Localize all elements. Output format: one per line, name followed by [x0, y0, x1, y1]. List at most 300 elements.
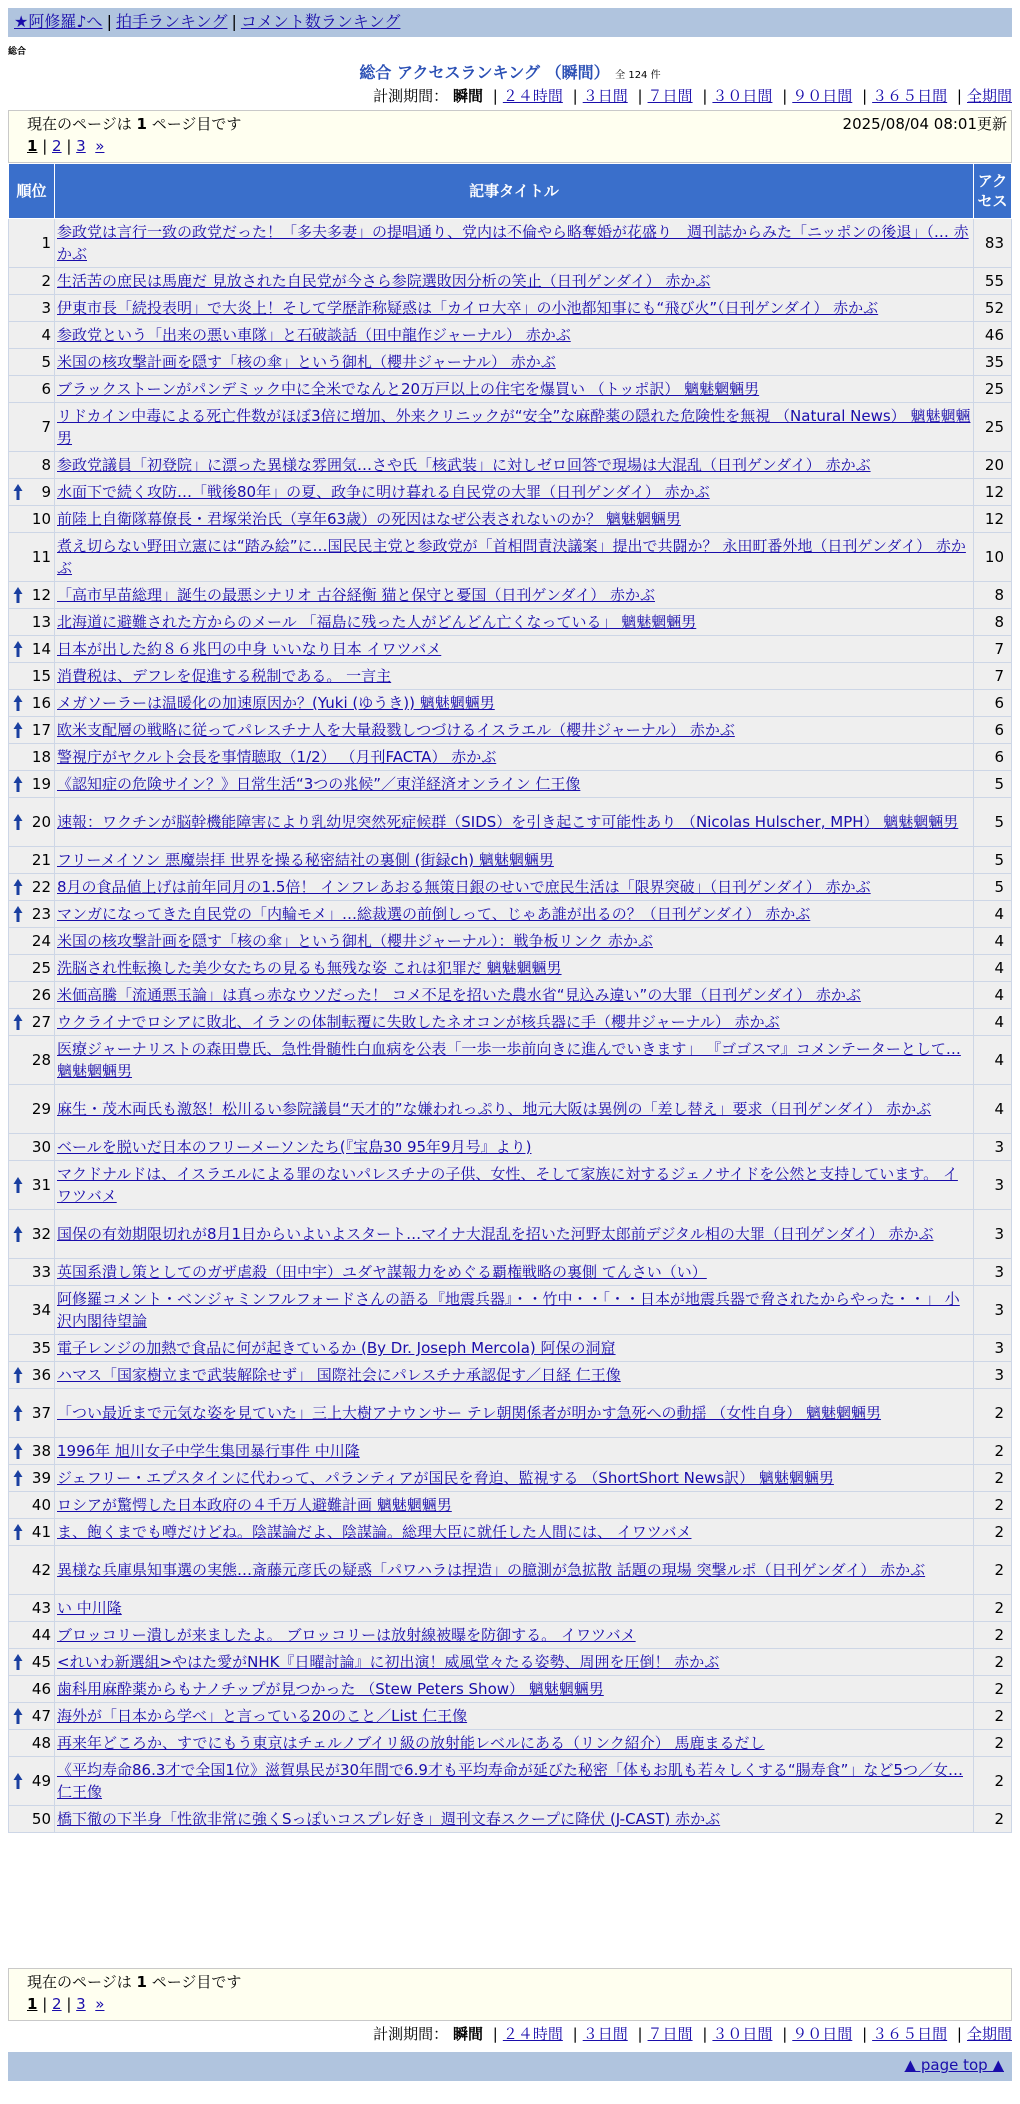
page-indicator: 現在のページは 1 ページ目です	[27, 1973, 242, 1991]
access-count: 83	[974, 219, 1012, 268]
article-link[interactable]: 《平均寿命86.3才で全国1位》滋賀県民が30年間で6.9才も平均寿命が延びた秘密「体もお肌も若々しくする“腸寿食”」など5つ／女… 仁王像	[57, 1761, 963, 1801]
article-link[interactable]: 伊東市長「続投表明」で大炎上！そして学歴詐称疑惑は「カイロ大卒」の小池都知事にも“飛び火”（日刊ゲンダイ） 赤かぶ	[57, 299, 879, 317]
access-count: 7	[974, 636, 1012, 663]
table-row	[9, 717, 1012, 744]
rank-number: 38	[31, 1442, 51, 1460]
title-cell	[55, 1703, 974, 1730]
title-cell	[55, 1519, 974, 1546]
up-arrow-icon	[13, 1772, 23, 1790]
page-top-link[interactable]: ▲ page top ▲	[904, 2056, 1004, 2074]
rank-number: 34	[31, 1301, 51, 1319]
period-link[interactable]: ２４時間	[502, 2025, 563, 2043]
access-count: 10	[974, 533, 1012, 582]
top-nav	[8, 8, 1012, 37]
rank-number: 8	[41, 456, 51, 474]
title-cell	[55, 1389, 974, 1438]
title-cell	[55, 1009, 974, 1036]
article-link[interactable]: 米価高騰「流通悪玉論」は真っ赤なウソだった！ コメ不足を招いた農水省“見込み違い”の大罪（日刊ゲンダイ） 赤かぶ	[57, 986, 861, 1004]
table-row	[9, 901, 1012, 928]
rank-number: 43	[31, 1599, 51, 1617]
table-row	[9, 322, 1012, 349]
rank-number: 47	[31, 1707, 51, 1725]
rank-number: 1	[41, 234, 51, 252]
access-count: 2	[974, 1465, 1012, 1492]
rank-number: 19	[31, 775, 51, 793]
rank-cell	[9, 1676, 55, 1703]
rank-cell	[9, 771, 55, 798]
nav-separator: |	[231, 12, 237, 31]
up-arrow-icon	[13, 1404, 23, 1422]
article-link[interactable]: 北海道に避難された方からのメール 「福島に残った人がどんどん亡くなっている」 魑魅魍魎男	[57, 613, 697, 631]
period-link[interactable]: ９０日間	[792, 2025, 853, 2043]
period-label: 計測期間：	[373, 2025, 449, 2043]
article-link[interactable]: 異様な兵庫県知事選の実態…斎藤元彦氏の疑惑「パワハラは捏造」の臆測が急拡散 話題の現場 突撃ルポ（日刊ゲンダイ） 赤かぶ	[57, 1561, 926, 1579]
rank-number: 42	[31, 1561, 51, 1579]
access-count: 2	[974, 1492, 1012, 1519]
pager-top	[8, 110, 1012, 163]
table-row	[9, 1161, 1012, 1210]
title-cell	[55, 533, 974, 582]
title-cell	[55, 452, 974, 479]
up-arrow-icon	[13, 1176, 23, 1194]
access-count: 4	[974, 1036, 1012, 1085]
title-cell	[55, 582, 974, 609]
rank-cell	[9, 219, 55, 268]
rank-number: 37	[31, 1404, 51, 1422]
rank-cell	[9, 582, 55, 609]
rank-cell	[9, 1335, 55, 1362]
rank-cell	[9, 901, 55, 928]
article-link[interactable]: 麻生・茂木両氏も激怒！松川るい参院議員“天才的”な嫌われっぷり、地元大阪は異例の「差し替え」要求（日刊ゲンダイ） 赤かぶ	[57, 1100, 932, 1118]
table-row	[9, 1036, 1012, 1085]
title-cell	[55, 663, 974, 690]
title-cell	[55, 1676, 974, 1703]
period-label: 計測期間：	[373, 87, 449, 105]
access-count: 5	[974, 771, 1012, 798]
total-count: 全 124 件	[615, 70, 661, 81]
access-count: 3	[974, 1161, 1012, 1210]
rank-cell	[9, 636, 55, 663]
rank-number: 40	[31, 1496, 51, 1514]
title-cell	[55, 403, 974, 452]
rank-cell	[9, 533, 55, 582]
article-link[interactable]: 1996年 旭川女子中学生集団暴行事件 中川隆	[57, 1442, 360, 1460]
article-link[interactable]: ハマス「国家樹立まで武装解除せず」 国際社会にパレスチナ承認促す／日経 仁王像	[57, 1366, 621, 1384]
access-count: 2	[974, 1546, 1012, 1595]
article-link[interactable]: 速報：ワクチンが脳幹機能障害により乳幼児突然死症候群（SIDS）を引き起こす可能性あり （Nicolas Hulscher, MPH） 魑魅魍魎男	[57, 813, 959, 831]
rank-cell	[9, 982, 55, 1009]
title-cell	[55, 349, 974, 376]
article-link[interactable]: 水面下で続く攻防…「戦後80年」の夏、政争に明け暮れる自民党の大罪（日刊ゲンダイ） 赤かぶ	[57, 483, 710, 501]
access-count: 2	[974, 1389, 1012, 1438]
rank-cell	[9, 1210, 55, 1259]
rank-number: 46	[31, 1680, 51, 1698]
rank-number: 23	[31, 905, 51, 923]
access-count: 52	[974, 295, 1012, 322]
article-link[interactable]: 煮え切らない野田立憲には“踏み絵”に…国民民主党と参政党が「首相問責決議案」提出で共闘か？ 永田町番外地（日刊ゲンダイ） 赤かぶ	[57, 537, 966, 577]
period-link[interactable]: ３０日間	[712, 87, 773, 105]
access-count: 35	[974, 349, 1012, 376]
rank-cell	[9, 1036, 55, 1085]
article-link[interactable]: い 中川隆	[57, 1599, 122, 1617]
access-count: 2	[974, 1730, 1012, 1757]
title-cell	[55, 636, 974, 663]
rank-number: 6	[41, 380, 51, 398]
rank-cell	[9, 1389, 55, 1438]
table-row	[9, 1595, 1012, 1622]
title-cell	[55, 1806, 974, 1833]
article-link[interactable]: ブラックストーンがパンデミック中に全米でなんと20万戸以上の住宅を爆買い （トッポ訳） 魑魅魍魎男	[57, 380, 760, 398]
title-cell	[55, 955, 974, 982]
up-arrow-icon	[13, 694, 23, 712]
title-cell	[55, 1492, 974, 1519]
period-link[interactable]: ７日間	[647, 2025, 693, 2043]
next-page-link[interactable]: »	[95, 1995, 105, 2013]
title-cell	[55, 901, 974, 928]
rank-cell	[9, 1134, 55, 1161]
period-link[interactable]: ９０日間	[792, 87, 853, 105]
article-link[interactable]: フリーメイソン 悪魔崇拝 世界を操る秘密結社の裏側 (街録ch) 魑魅魍魎男	[57, 851, 554, 869]
article-link[interactable]: メガソーラーは温暖化の加速原因か？(Yuki (ゆうき)) 魑魅魍魎男	[57, 694, 495, 712]
article-link[interactable]: 参政党議員「初登院」に漂った異様な雰囲気…さや氏「核武装」に対しゼロ回答で現場は大混乱（日刊ゲンダイ） 赤かぶ	[57, 456, 871, 474]
access-count: 3	[974, 1134, 1012, 1161]
table-row	[9, 1703, 1012, 1730]
access-count: 55	[974, 268, 1012, 295]
period-selector-top: 計測期間： 瞬間 | ２４時間 | ３日間 | ７日間 | ３０日間 | ９０日間 | ３６５日間 | 全期間	[373, 87, 1012, 105]
rank-number: 14	[31, 640, 51, 658]
article-link[interactable]: 消費税は、デフレを促進する税制である。 一言主	[57, 667, 392, 685]
article-link[interactable]: 橋下徹の下半身「性欲非常に強くSっぽいコスプレ好き」週刊文春スクープに降伏 (J-CAST) 赤かぶ	[57, 1810, 721, 1828]
rank-cell	[9, 1085, 55, 1134]
article-link[interactable]: ま、飽くまでも噂だけどね。陰謀論だよ、陰謀論。総理大臣に就任した人間には、 イワツバメ	[57, 1523, 692, 1541]
title-cell	[55, 322, 974, 349]
access-count: 5	[974, 847, 1012, 874]
title-cell	[55, 506, 974, 533]
rank-number: 32	[31, 1225, 51, 1243]
access-count: 12	[974, 479, 1012, 506]
rank-cell	[9, 1438, 55, 1465]
table-row	[9, 1009, 1012, 1036]
access-count: 4	[974, 982, 1012, 1009]
access-count: 2	[974, 1757, 1012, 1806]
rank-cell	[9, 1546, 55, 1595]
rank-number: 18	[31, 748, 51, 766]
article-link[interactable]: ウクライナでロシアに敗北、イランの体制転覆に失敗したネオコンが核兵器に手（櫻井ジャーナル） 赤かぶ	[57, 1013, 780, 1031]
comment-ranking-link[interactable]: コメント数ランキング	[240, 12, 401, 31]
rank-number: 17	[31, 721, 51, 739]
up-arrow-icon	[13, 1442, 23, 1460]
period-link[interactable]: ３６５日間	[872, 87, 948, 105]
rank-number: 44	[31, 1626, 51, 1644]
table-row	[9, 1546, 1012, 1595]
rank-number: 27	[31, 1013, 51, 1031]
rank-cell	[9, 452, 55, 479]
up-arrow-icon	[13, 905, 23, 923]
table-row	[9, 744, 1012, 771]
table-row	[9, 1438, 1012, 1465]
article-link[interactable]: 日本が出した約８６兆円の中身 いいなり日本 イワツバメ	[57, 640, 442, 658]
footer-bar	[8, 2052, 1012, 2081]
page-link[interactable]: 3	[76, 137, 86, 155]
rank-cell	[9, 295, 55, 322]
rank-cell	[9, 506, 55, 533]
table-row	[9, 1286, 1012, 1335]
article-link[interactable]: 「高市早苗総理」誕生の最悪シナリオ 古谷経衡 猫と保守と憂国（日刊ゲンダイ） 赤かぶ	[57, 586, 655, 604]
next-page-link[interactable]: »	[95, 137, 105, 155]
title-cell	[55, 874, 974, 901]
period-link[interactable]: ３日間	[582, 87, 628, 105]
access-count: 7	[974, 663, 1012, 690]
table-row	[9, 376, 1012, 403]
title-cell	[55, 690, 974, 717]
table-row	[9, 403, 1012, 452]
title-cell	[55, 1286, 974, 1335]
rank-cell	[9, 1595, 55, 1622]
title-cell	[55, 1362, 974, 1389]
period-link[interactable]: 全期間	[966, 87, 1012, 105]
up-arrow-icon	[13, 878, 23, 896]
article-link[interactable]: リドカイン中毒による死亡件数がほぼ3倍に増加、外来クリニックが“安全”な麻酔薬の隠れた危険性を無視 （Natural News） 魑魅魍魎男	[57, 407, 971, 447]
rank-cell	[9, 1806, 55, 1833]
article-link[interactable]: 前陸上自衛隊幕僚長・君塚栄治氏（享年63歳）の死因はなぜ公表されないのか？ 魑魅魍魎男	[57, 510, 681, 528]
rank-cell	[9, 479, 55, 506]
page-link[interactable]: 2	[52, 137, 62, 155]
table-row	[9, 1259, 1012, 1286]
access-count: 8	[974, 582, 1012, 609]
article-link[interactable]: ジェフリー・エプスタインに代わって、パランティアが国民を脅迫、監視する （ShortShort News訳） 魑魅魍魎男	[57, 1469, 834, 1487]
title-cell	[55, 798, 974, 847]
article-link[interactable]: マクドナルドは、イスラエルによる罪のないパレスチナの子供、女性、そして家族に対するジェノサイドを公然と支持しています。 イワツバメ	[57, 1165, 958, 1205]
period-current: 瞬間	[452, 87, 483, 105]
rank-number: 30	[31, 1138, 51, 1156]
rank-cell	[9, 1757, 55, 1806]
title-cell	[55, 295, 974, 322]
rank-cell	[9, 1161, 55, 1210]
article-link[interactable]: <れいわ新選組>やはた愛がNHK『日曜討論』に初出演！威風堂々たる姿勢、周囲を圧倒！ 赤かぶ	[57, 1653, 720, 1671]
table-row	[9, 636, 1012, 663]
article-link[interactable]: ブロッコリー潰しが来ましたよ。 ブロッコリーは放射線被曝を防御する。 イワツバメ	[57, 1626, 636, 1644]
page-link[interactable]: 2	[52, 1995, 62, 2013]
article-link[interactable]: 8月の食品値上げは前年同月の1.5倍！ インフレあおる無策日銀のせいで庶民生活は「限界突破」（日刊ゲンダイ） 赤かぶ	[57, 878, 871, 896]
access-count: 2	[974, 1703, 1012, 1730]
table-row	[9, 771, 1012, 798]
access-count: 6	[974, 744, 1012, 771]
rank-number: 7	[41, 418, 51, 436]
period-link[interactable]: 全期間	[966, 2025, 1012, 2043]
article-link[interactable]: 警視庁がヤクルト会長を事情聴取（1/2） （月刊FACTA） 赤かぶ	[57, 748, 497, 766]
article-link[interactable]: 欧米支配層の戦略に従ってパレスチナ人を大量殺戮しつづけるイスラエル（櫻井ジャーナル） 赤かぶ	[57, 721, 735, 739]
rank-number: 39	[31, 1469, 51, 1487]
page-indicator: 現在のページは 1 ページ目です	[27, 115, 242, 133]
rank-cell	[9, 1519, 55, 1546]
title-cell	[55, 1730, 974, 1757]
rank-cell	[9, 955, 55, 982]
article-link[interactable]: ロシアが驚愕した日本政府の４千万人避難計画 魑魅魍魎男	[57, 1496, 452, 1514]
title-cell	[55, 847, 974, 874]
rank-cell	[9, 847, 55, 874]
article-link[interactable]: 歯科用麻酔薬からもナノチップが見つかった （Stew Peters Show） 魑魅魍魎男	[57, 1680, 604, 1698]
rank-cell	[9, 376, 55, 403]
rank-cell	[9, 798, 55, 847]
table-row	[9, 1210, 1012, 1259]
rank-number: 4	[41, 326, 51, 344]
access-count: 46	[974, 322, 1012, 349]
rank-number: 49	[31, 1772, 51, 1790]
title-cell	[55, 717, 974, 744]
table-row	[9, 1730, 1012, 1757]
access-count: 2	[974, 1676, 1012, 1703]
table-row	[9, 663, 1012, 690]
rank-number: 2	[41, 272, 51, 290]
table-row	[9, 1085, 1012, 1134]
article-link[interactable]: 国保の有効期限切れが8月1日からいよいよスタート…マイナ大混乱を招いた河野太郎前デジタル相の大罪（日刊ゲンダイ） 赤かぶ	[57, 1225, 934, 1243]
table-row	[9, 219, 1012, 268]
table-row	[9, 874, 1012, 901]
access-count: 2	[974, 1806, 1012, 1833]
period-link[interactable]: ３日間	[582, 2025, 628, 2043]
table-row	[9, 349, 1012, 376]
article-link[interactable]: 米国の核攻撃計画を隠す「核の傘」という御札（櫻井ジャーナル） 赤かぶ	[57, 353, 556, 371]
title-cell	[55, 982, 974, 1009]
rank-number: 28	[31, 1051, 51, 1069]
rank-cell	[9, 1259, 55, 1286]
period-link[interactable]: ２４時間	[502, 87, 563, 105]
rank-cell	[9, 717, 55, 744]
table-row	[9, 690, 1012, 717]
rank-number: 35	[31, 1339, 51, 1357]
pager-bottom	[8, 1968, 1012, 2021]
article-link[interactable]: 電子レンジの加熱で食品に何が起きているか (By Dr. Joseph Mercola) 阿保の洞窟	[57, 1339, 616, 1357]
title-cell	[55, 479, 974, 506]
access-count: 2	[974, 1519, 1012, 1546]
rank-number: 29	[31, 1100, 51, 1118]
article-link[interactable]: 阿修羅コメント・ベンジャミンフルフォードさんの語る『地震兵器』・・竹中・・「・・日本が地震兵器で脅されたからやった・・」 小沢内閣待望論	[57, 1290, 960, 1330]
page-links: 1 | 2 | 3 »	[27, 1995, 105, 2013]
period-link[interactable]: ３６５日間	[872, 2025, 948, 2043]
table-row	[9, 268, 1012, 295]
rank-cell	[9, 874, 55, 901]
access-count: 4	[974, 1085, 1012, 1134]
access-count: 2	[974, 1649, 1012, 1676]
rank-number: 22	[31, 878, 51, 896]
up-arrow-icon	[13, 1707, 23, 1725]
article-link[interactable]: 「つい最近まで元気な姿を見ていた」三上大樹アナウンサー テレ朝関係者が明かす急死への動揺 （女性自身） 魑魅魍魎男	[57, 1404, 882, 1422]
article-link[interactable]: 参政党は言行一致の政党だった！「多夫多妻」の提唱通り、党内は不倫やら略奪婚が花盛り 週刊誌からみた「ニッポンの後退」（… 赤かぶ	[57, 223, 969, 263]
table-row	[9, 1335, 1012, 1362]
rank-cell	[9, 609, 55, 636]
access-count: 6	[974, 690, 1012, 717]
access-count: 8	[974, 609, 1012, 636]
table-row	[9, 928, 1012, 955]
table-row	[9, 1519, 1012, 1546]
access-count: 4	[974, 955, 1012, 982]
title-cell	[55, 1036, 974, 1085]
article-link[interactable]: 《認知症の危険サイン？》日常生活“3つの兆候”／東洋経済オンライン 仁王像	[57, 775, 581, 793]
article-link[interactable]: マンガになってきた自民党の「内輪モメ」…総裁選の前倒しって、じゃあ誰が出るの？（日刊ゲンダイ） 赤かぶ	[57, 905, 811, 923]
table-row	[9, 452, 1012, 479]
title-cell	[55, 1546, 974, 1595]
access-count: 20	[974, 452, 1012, 479]
access-count: 4	[974, 1009, 1012, 1036]
access-count: 6	[974, 717, 1012, 744]
table-header-row	[9, 164, 1012, 219]
title-cell	[55, 609, 974, 636]
table-row	[9, 1676, 1012, 1703]
ranking-rows	[9, 219, 1012, 1833]
title-cell	[55, 1134, 974, 1161]
title-cell	[55, 1465, 974, 1492]
rank-cell	[9, 1009, 55, 1036]
rank-number: 5	[41, 353, 51, 371]
article-link[interactable]: 海外が「日本から学べ」と言っている20のこと／List 仁王像	[57, 1707, 468, 1725]
rank-number: 24	[31, 932, 51, 950]
table-row	[9, 533, 1012, 582]
rank-number: 20	[31, 813, 51, 831]
up-arrow-icon	[13, 721, 23, 739]
rank-number: 41	[31, 1523, 51, 1541]
access-count: 2	[974, 1438, 1012, 1465]
title-cell	[55, 1161, 974, 1210]
table-row	[9, 1465, 1012, 1492]
title-cell	[55, 928, 974, 955]
title-cell	[55, 1622, 974, 1649]
period-link[interactable]: ３０日間	[712, 2025, 773, 2043]
period-link[interactable]: ７日間	[647, 87, 693, 105]
table-row	[9, 582, 1012, 609]
up-arrow-icon	[13, 1523, 23, 1541]
access-count: 2	[974, 1595, 1012, 1622]
title-cell	[55, 1335, 974, 1362]
article-link[interactable]: 米国の核攻撃計画を隠す「核の傘」という御札（櫻井ジャーナル）：戦争板リンク 赤かぶ	[57, 932, 653, 950]
title-cell	[55, 1085, 974, 1134]
up-arrow-icon	[13, 483, 23, 501]
article-link[interactable]: 医療ジャーナリストの森田豊氏、急性骨髄性白血病を公表「一歩一歩前向きに進んでいきます」 『ゴゴスマ』コメンテーターとして… 魑魅魍魎男	[57, 1040, 961, 1080]
up-arrow-icon	[13, 1366, 23, 1384]
rank-cell	[9, 744, 55, 771]
rank-cell	[9, 690, 55, 717]
article-link[interactable]: 再来年どころか、すでにもう東京はチェルノブイリ級の放射能レベルにある（リンク紹介） 馬鹿まるだし	[57, 1734, 765, 1752]
article-link[interactable]: 洗脳され性転換した美少女たちの見るも無残な姿 これは犯罪だ 魑魅魍魎男	[57, 959, 562, 977]
access-count: 5	[974, 874, 1012, 901]
up-arrow-icon	[13, 640, 23, 658]
article-link[interactable]: 参政党という「出来の悪い車隊」と石破談話（田中龍作ジャーナル） 赤かぶ	[57, 326, 571, 344]
article-link[interactable]: ベールを脱いだ日本のフリーメーソンたち(『宝島30 95年9月号』より)	[57, 1138, 532, 1156]
rank-number: 10	[31, 510, 51, 528]
rank-number: 36	[31, 1366, 51, 1384]
category-label: 総合	[8, 47, 27, 57]
rank-cell	[9, 663, 55, 690]
title-cell	[55, 376, 974, 403]
home-link[interactable]: ★阿修羅♪へ	[14, 12, 103, 31]
nav-separator: |	[106, 12, 112, 31]
rank-cell	[9, 1492, 55, 1519]
rank-cell	[9, 268, 55, 295]
access-count: 3	[974, 1210, 1012, 1259]
table-row	[9, 1806, 1012, 1833]
rank-cell	[9, 1465, 55, 1492]
article-link[interactable]: 生活苦の庶民は馬鹿だ 見放された自民党が今さら参院選敗因分析の笑止（日刊ゲンダイ） 赤かぶ	[57, 272, 711, 290]
table-row	[9, 506, 1012, 533]
rank-cell	[9, 1286, 55, 1335]
title-cell	[55, 1595, 974, 1622]
period-current: 瞬間	[452, 2025, 483, 2043]
title-cell	[55, 744, 974, 771]
updated-timestamp: 2025/08/04 08:01更新	[842, 115, 1007, 133]
title-cell	[55, 771, 974, 798]
page-link[interactable]: 3	[76, 1995, 86, 2013]
article-link[interactable]: 英国系潰し策としてのガザ虐殺（田中宇）ユダヤ謀報力をめぐる覇権戦略の裏側 てんさい（い）	[57, 1263, 707, 1281]
applause-ranking-link[interactable]: 拍手ランキング	[115, 12, 228, 31]
